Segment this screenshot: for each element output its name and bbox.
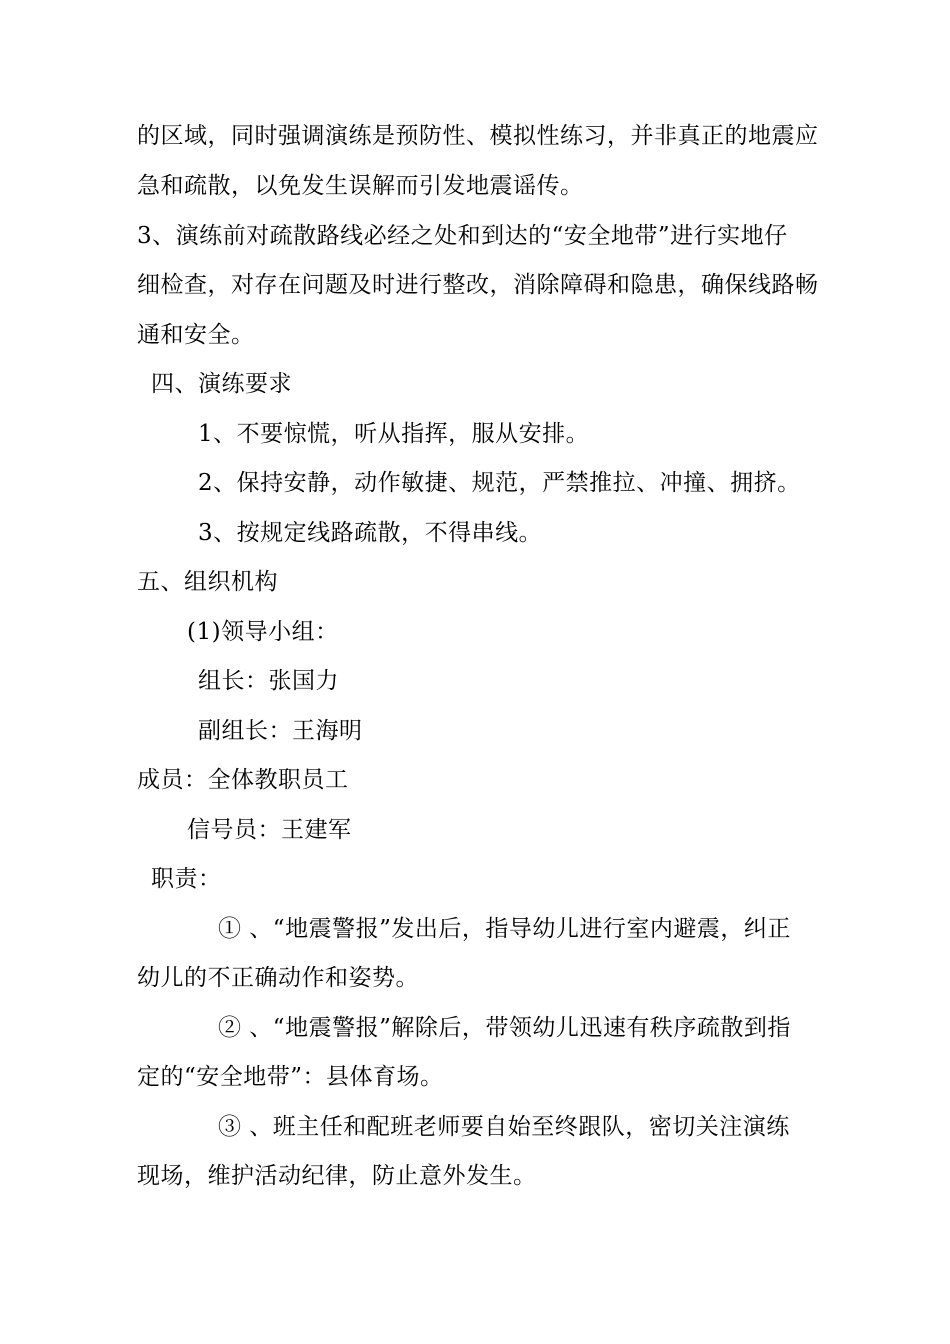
duty-item-continued: 幼儿的不正确动作和姿势。 xyxy=(137,965,419,991)
list-item: 3、按规定线路疏散，不得串线。 xyxy=(198,520,543,546)
duty-item: ① 、“地震警报”发出后，指导幼儿进行室内避震，纠正 xyxy=(218,916,791,942)
list-item: 1、不要惊慌，听从指挥，服从安排。 xyxy=(198,421,590,447)
paragraph-line: 细检查，对存在问题及时进行整改，消除障碍和隐患，确保线路畅 xyxy=(137,272,819,298)
paragraph-line: 的区域，同时强调演练是预防性、模拟性练习，并非真正的地震应 xyxy=(137,123,819,149)
duties-heading: 职责： xyxy=(151,866,222,892)
paragraph-line: 通和安全。 xyxy=(137,322,255,348)
member-line: 组长：张国力 xyxy=(198,668,339,694)
section-heading: 四、演练要求 xyxy=(151,371,292,397)
section-heading: 五、组织机构 xyxy=(137,569,278,595)
paragraph-line: 急和疏散，以免发生误解而引发地震谣传。 xyxy=(137,173,584,199)
list-item: 2、保持安静，动作敏捷、规范，严禁推拉、冲撞、拥挤。 xyxy=(198,470,801,496)
member-line: 成员：全体教职员工 xyxy=(137,767,349,793)
paragraph-line: 3、演练前对疏散路线必经之处和到达的“安全地带”进行实地仔 xyxy=(137,223,788,249)
duty-item-continued: 定的“安全地带”：县体育场。 xyxy=(137,1064,444,1090)
member-line: 副组长：王海明 xyxy=(198,718,363,744)
duty-item: ② 、“地震警报”解除后，带领幼儿迅速有秩序疏散到指 xyxy=(218,1015,791,1041)
duty-item: ③ 、班主任和配班老师要自始至终跟队，密切关注演练 xyxy=(218,1114,790,1140)
subsection-heading: (1)领导小组： xyxy=(187,619,339,645)
member-line: 信号员：王建军 xyxy=(187,817,352,843)
duty-item-continued: 现场，维护活动纪律，防止意外发生。 xyxy=(137,1163,537,1189)
